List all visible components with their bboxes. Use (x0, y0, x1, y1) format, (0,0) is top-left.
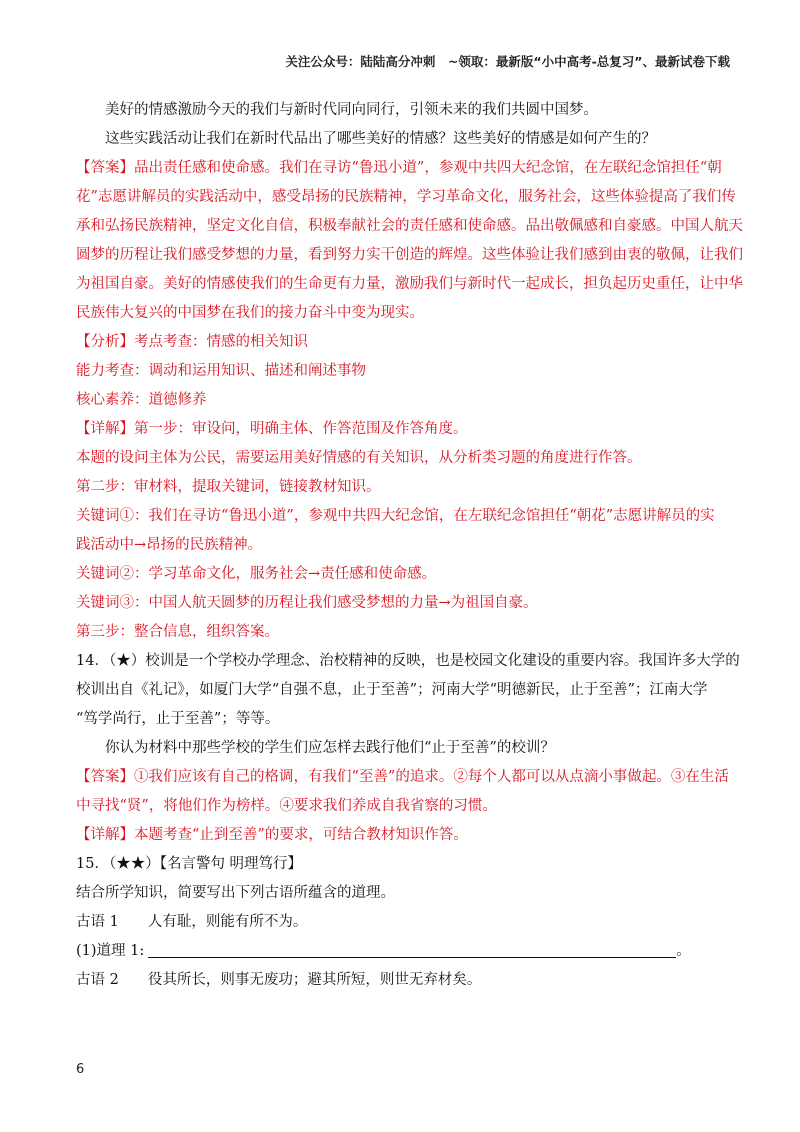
detail-line: 践活动中→昂扬的民族精神。 (76, 537, 263, 553)
answer-line: 为祖国自豪。美好的情感使我们的生命更有力量，激励我们与新时代一起成长，担负起历史重任，让中华 (76, 276, 743, 292)
q15-reason-1-end: 。 (676, 943, 691, 959)
intro-line: 美好的情感激励今天的我们与新时代同向同行，引领未来的我们共圆中国梦。 (105, 102, 598, 118)
answer-line: 花”志愿讲解员的实践活动中，感受昂扬的民族精神，学习革命文化，服务社会，这些体验提高了我们传 (76, 189, 736, 205)
q15-quote-1: 古语 1 人有耻，则能有所不为。 (76, 914, 308, 930)
detail-line: 关键词②：学习革命文化，服务社会→责任感和使命感。 (76, 566, 437, 582)
detail-line: 本题的设问主体为公民，需要运用美好情感的有关知识，从分析类习题的角度进行作答。 (76, 450, 642, 466)
q15-reason-1-label: (1)道理 1: (76, 943, 145, 959)
answer-line: 【答案】品出责任感和使命感。我们在寻访“鲁迅小道”，参观中共四大纪念馆，在左联纪念馆担任“朝 (76, 160, 722, 176)
detail-line: 第二步：审材料，提取关键词，链接教材知识。 (76, 479, 381, 495)
q14-answer-line: 【答案】①我们应该有自己的格调，有我们“至善”的追求。②每个人都可以从点滴小事做起。③在生活 (76, 769, 729, 785)
q15-prompt: 结合所学知识，简要写出下列古语所蕴含的道理。 (76, 885, 395, 901)
detail-line: 关键词①：我们在寻访“鲁迅小道”，参观中共四大纪念馆，在左联纪念馆担任“朝花”志愿讲解员的实 (76, 508, 715, 524)
intro-question: 这些实践活动让我们在新时代品出了哪些美好的情感？这些美好的情感是如何产生的？ (105, 131, 656, 147)
page-number: 6 (76, 1062, 85, 1077)
q15-title: 15．（★★）【名言警句 明理笃行】 (76, 856, 303, 872)
q14-stem-line: 校训出自《礼记》，如厦门大学“自强不息，止于至善”；河南大学“明德新民，止于至善”；江南大学 (76, 682, 708, 698)
detail-line: 第三步：整合信息，组织答案。 (76, 624, 279, 640)
page-header: 关注公众号：陆陆高分冲刺 ~领取：最新版“小中高考-总复习”、最新试卷下载 (285, 54, 730, 69)
q14-question: 你认为材料中那些学校的学生们应怎样去践行他们“止于至善”的校训？ (105, 740, 555, 756)
analysis-line: 能力考查：调动和运用知识、描述和阐述事物 (76, 363, 366, 379)
q15-reason-1-row (76, 937, 726, 966)
detail-block (76, 415, 726, 647)
q14-detail: 【详解】本题考查“止到至善”的要求，可结合教材知识作答。 (76, 827, 468, 843)
answer-blank[interactable] (148, 942, 676, 958)
analysis-line: 核心素养：道德修养 (76, 392, 207, 408)
document-body (76, 96, 743, 995)
question-14 (76, 647, 740, 850)
answer-block (76, 154, 743, 328)
q14-answer-line: 中寻找“贤”，将他们作为榜样。④要求我们养成自我省察的习惯。 (76, 798, 497, 814)
analysis-line: 【分析】考点考查：情感的相关知识 (76, 334, 308, 350)
detail-line: 【详解】第一步：审设问，明确主体、作答范围及作答角度。 (76, 421, 468, 437)
answer-line: 民族伟大复兴的中国梦在我们的接力奋斗中变为现实。 (76, 305, 424, 321)
analysis-block (76, 328, 726, 415)
q14-stem-line: “笃学尚行，止于至善”；等等。 (76, 711, 280, 727)
answer-line: 圆梦的历程让我们感受梦想的力量，看到努力实干创造的辉煌。这些体验让我们感到由衷的敬佩，让我们 (76, 247, 743, 263)
detail-line: 关键词③：中国人航天圆梦的历程让我们感受梦想的力量→为祖国自豪。 (76, 595, 538, 611)
question-15 (76, 850, 726, 995)
q14-stem-line: 14．（★）校训是一个学校办学理念、治校精神的反映，也是校园文化建设的重要内容。我国许多大学的 (76, 653, 740, 669)
q15-quote-2: 古语 2 役其所长，则事无废功；避其所短，则世无弃材矣。 (76, 972, 482, 988)
answer-line: 承和弘扬民族精神，坚定文化自信，积极奉献社会的责任感和使命感。品出敬佩感和自豪感。中国人航天 (76, 218, 743, 234)
